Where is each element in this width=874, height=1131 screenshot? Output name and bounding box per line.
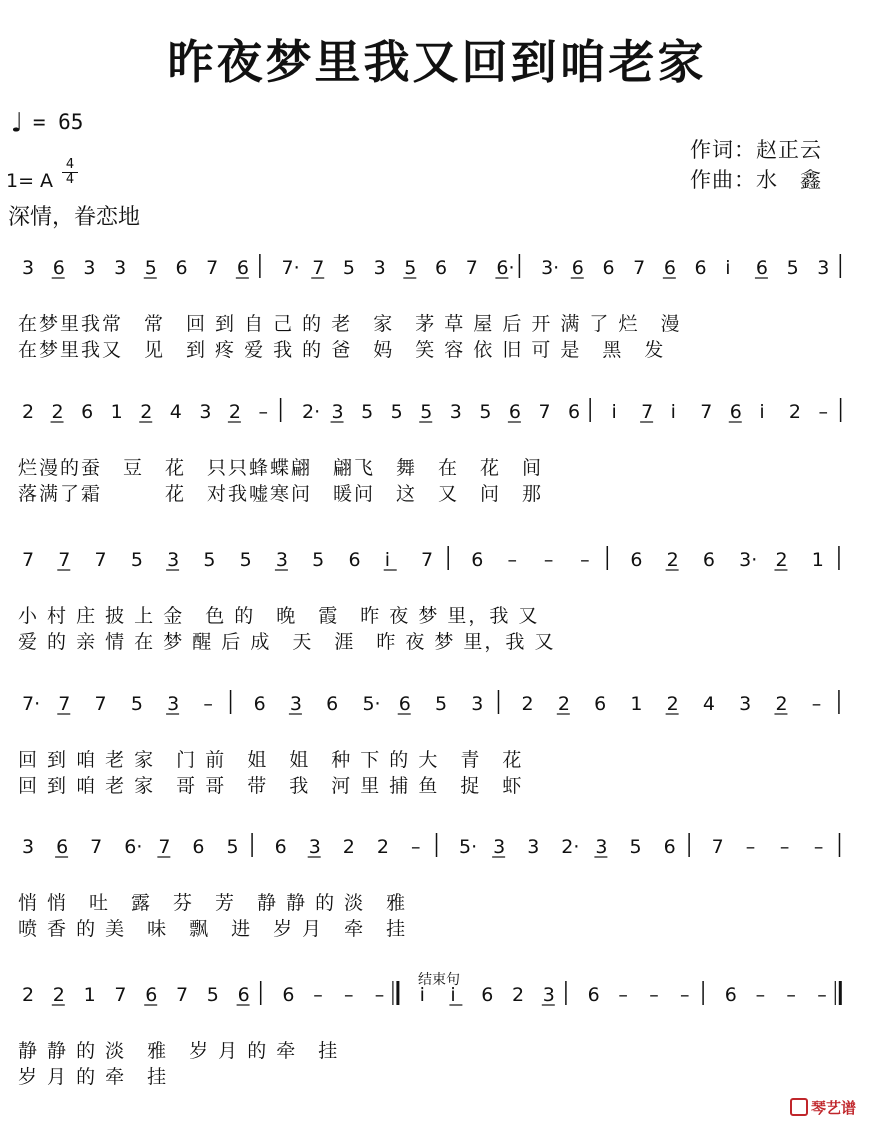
score-note: 3 xyxy=(289,693,303,715)
score-note: 6 xyxy=(724,984,737,1006)
score-note: 5· xyxy=(362,693,381,715)
score-note: 1 xyxy=(811,549,824,571)
score-note: 3 xyxy=(83,257,96,279)
score-note: 6 xyxy=(755,257,769,279)
lyricist-credit: 作词：赵正云 xyxy=(690,138,822,162)
score-note: – xyxy=(811,693,822,715)
score-note: 6 xyxy=(81,401,94,423)
score-note: 4 xyxy=(702,693,716,715)
score-note: 2 xyxy=(666,693,679,715)
score-note: 7· xyxy=(281,257,300,279)
score-note: 3 xyxy=(114,257,127,279)
score-note: 7 xyxy=(94,549,107,571)
score-note: 2 xyxy=(521,693,534,715)
score-note: 2 xyxy=(228,401,241,423)
score-note: 7 xyxy=(711,836,724,858)
score-note: – xyxy=(618,984,628,1006)
score-note: 5 xyxy=(130,693,143,715)
score-note: 2 xyxy=(22,401,35,423)
score-note: – xyxy=(543,549,554,571)
score-note: – xyxy=(580,549,590,571)
score-note: 5 xyxy=(361,401,374,423)
score-note: 3· xyxy=(541,257,560,279)
score-note: – xyxy=(755,984,766,1006)
score-note: 5 xyxy=(144,257,157,279)
score-note: 5 xyxy=(226,836,239,858)
lyrics-verse-1: 在梦里我常 常 回 到 自 己 的 老 家 茅 草 屋 后 开 满 了 烂 漫 xyxy=(18,313,682,335)
score-note: 5 xyxy=(404,257,417,279)
score-note: 5 xyxy=(342,257,356,279)
score-note: 6 xyxy=(56,836,69,858)
score-note: – xyxy=(817,984,827,1006)
score-note: 3 xyxy=(308,836,321,858)
score-note: 6 xyxy=(471,549,484,571)
lyrics-verse-2: 爱 的 亲 情 在 梦 醒 后 成 天 涯 昨 夜 梦 里，我 又 xyxy=(18,631,556,653)
ending-label: 结束句 xyxy=(418,972,460,988)
score-note: 5 xyxy=(629,836,642,858)
score-note: 7 xyxy=(176,984,189,1006)
score-note: 1 xyxy=(83,984,96,1006)
score-note: 7 xyxy=(22,549,35,571)
score-note: 5 xyxy=(239,549,252,571)
score-note: 6 xyxy=(630,549,643,571)
lyrics-verse-1: 小 村 庄 披 上 金 色 的 晚 霞 昨 夜 梦 里，我 又 xyxy=(18,605,540,627)
score-note: 3 xyxy=(595,836,608,858)
score-note: 6 xyxy=(237,984,250,1006)
lyrics-verse-1: 烂漫的蚕 豆 花 只只蜂蝶翩 翩飞 舞 在 花 间 xyxy=(18,457,544,479)
lyrics-verse-1: 悄 悄 吐 露 芬 芳 静 静 的 淡 雅 xyxy=(18,892,408,914)
lyrics-verse-1: 回 到 咱 老 家 门 前 姐 姐 种 下 的 大 青 花 xyxy=(18,749,524,771)
score-note: i xyxy=(670,401,676,423)
time-signature-top: 4 xyxy=(62,158,78,173)
score-note: 2 xyxy=(512,984,525,1006)
score-note: 3 xyxy=(22,257,35,279)
score-note: 7 xyxy=(90,836,103,858)
score-note: 6 xyxy=(663,257,676,279)
score-note: 1 xyxy=(110,401,123,423)
score-note: 3 xyxy=(471,693,484,715)
score-note: 6 xyxy=(587,984,600,1006)
score-note: – xyxy=(313,984,323,1006)
lyrics-verse-2: 回 到 咱 老 家 哥 哥 带 我 河 里 捕 鱼 捉 虾 xyxy=(18,775,524,797)
score-note: – xyxy=(374,984,385,1006)
score-note: 2 xyxy=(557,693,570,715)
score-note: 2 xyxy=(376,836,389,858)
lyrics-verse-2: 落满了霜 花 对我嘘寒问 暖问 这 又 问 那 xyxy=(18,483,544,505)
score-note: i xyxy=(611,401,617,423)
expression-marking: 深情，眷恋地 xyxy=(8,205,141,230)
lyrics-verse-2: 喷 香 的 美 味 飘 进 岁 月 牵 挂 xyxy=(18,918,408,940)
score-note: 3 xyxy=(331,401,344,423)
score-note: 6 xyxy=(326,693,339,715)
score-note: 6 xyxy=(568,401,581,423)
score-note: 3 xyxy=(167,549,180,571)
score-note: 7 xyxy=(465,257,478,279)
time-signature-bottom: 4 xyxy=(65,172,75,187)
score-note: 3 xyxy=(373,257,386,279)
score-note: – xyxy=(786,984,796,1006)
score-note: 2 xyxy=(22,984,35,1006)
score-note: 5 xyxy=(786,257,799,279)
score-note: 6 xyxy=(274,836,287,858)
score-note: i xyxy=(419,984,425,1006)
score-note: 3 xyxy=(199,401,212,423)
score-note: 6 xyxy=(729,401,742,423)
score-note: 6 xyxy=(663,836,676,858)
score-note: 5 xyxy=(390,401,403,423)
score-note: 7 xyxy=(206,257,219,279)
score-note: 6 xyxy=(253,693,266,715)
score-note: i xyxy=(725,257,731,279)
composer-credit: 作曲：水 鑫 xyxy=(690,168,822,192)
score-note: 6 xyxy=(571,257,584,279)
quarter-note-icon: ♩ xyxy=(8,106,25,139)
score-note: 3 xyxy=(275,549,289,571)
score-note: 3· xyxy=(739,549,758,571)
score-note: 3 xyxy=(167,693,180,715)
score-note: 3 xyxy=(739,693,752,715)
score-note: 6· xyxy=(496,257,515,279)
score-note: – xyxy=(745,836,756,858)
lyrics-verse-2: 在梦里我又 见 到 疼 爱 我 的 爸 妈 笑 容 依 旧 可 是 黑 发 xyxy=(18,339,666,361)
score-note: – xyxy=(410,836,421,858)
score-note: 6 xyxy=(435,257,448,279)
score-note: – xyxy=(818,401,828,423)
score-note: 2 xyxy=(140,401,153,423)
score-note: 2 xyxy=(51,401,64,423)
score-note: 6 xyxy=(192,836,205,858)
score-note: 6 xyxy=(594,693,607,715)
score-note: 2 xyxy=(775,693,788,715)
score-note: 7 xyxy=(94,693,107,715)
score-note: 6 xyxy=(145,984,158,1006)
score-note: 7 xyxy=(538,401,551,423)
score-note: – xyxy=(344,984,354,1006)
score-note: 3 xyxy=(493,836,506,858)
score-note: 6 xyxy=(236,257,249,279)
lyrics-verse-1: 静 静 的 淡 雅 岁 月 的 牵 挂 xyxy=(18,1040,340,1062)
score-note: 6 xyxy=(282,984,295,1006)
score-note: 1 xyxy=(630,693,643,715)
score-note: 2· xyxy=(561,836,580,858)
score-note: 6 xyxy=(508,401,521,423)
score-note: 2 xyxy=(775,549,788,571)
score-note: 6 xyxy=(52,257,65,279)
score-note: 7· xyxy=(22,693,41,715)
score-note: 2· xyxy=(302,401,321,423)
score-note: 7 xyxy=(114,984,127,1006)
score-note: 6· xyxy=(124,836,143,858)
watermark-logo xyxy=(790,1097,856,1118)
logo-icon xyxy=(790,1098,808,1116)
score-note: 6 xyxy=(602,257,615,279)
score-note: – xyxy=(813,836,824,858)
score-note: 6 xyxy=(348,549,361,571)
lyrics-verse-2: 岁 月 的 牵 挂 xyxy=(18,1066,169,1088)
score-note: 7 xyxy=(158,836,171,858)
score-note: 3 xyxy=(817,257,830,279)
score-note: 5 xyxy=(203,549,216,571)
score-note: 5 xyxy=(130,549,143,571)
score-note: 3 xyxy=(22,836,35,858)
score-note: 7 xyxy=(641,401,654,423)
score-note: i xyxy=(450,984,456,1006)
score-note: 5 xyxy=(435,693,448,715)
score-note: 6 xyxy=(481,984,494,1006)
score-note: 5 xyxy=(420,401,433,423)
score-note: 7 xyxy=(312,257,325,279)
score-note: 2 xyxy=(788,401,801,423)
score-note: 3 xyxy=(527,836,540,858)
score-note: i xyxy=(384,549,391,571)
score-note: 4 xyxy=(169,401,182,423)
score-note: – xyxy=(507,549,518,571)
score-note: 6 xyxy=(398,693,411,715)
song-title: 昨夜梦里我又回到咱老家 xyxy=(167,35,707,89)
score-note: 5 xyxy=(312,549,325,571)
score-note: 7 xyxy=(633,257,646,279)
score-note: 7 xyxy=(58,693,71,715)
score-note: – xyxy=(680,984,690,1006)
watermark-text: 琴艺谱 xyxy=(811,1099,857,1117)
score-note: 5 xyxy=(479,401,492,423)
score-note: 6 xyxy=(694,257,707,279)
score-note: – xyxy=(779,836,790,858)
score-note: 2 xyxy=(52,984,65,1006)
score-note: i xyxy=(759,401,765,423)
tempo-value: = 65 xyxy=(32,110,84,134)
score-note: 5 xyxy=(206,984,219,1006)
score-note: 5· xyxy=(459,836,478,858)
score-note: – xyxy=(258,401,268,423)
score-note: – xyxy=(649,984,659,1006)
key-signature: 1= A xyxy=(6,170,54,192)
score-note: 7 xyxy=(700,401,713,423)
score-note: 7 xyxy=(421,549,434,571)
score-note: 6 xyxy=(175,257,188,279)
score-note: – xyxy=(203,693,213,715)
score-note: 6 xyxy=(702,549,716,571)
score-note: 2 xyxy=(666,549,679,571)
score-note: 2 xyxy=(342,836,355,858)
score-note: 3 xyxy=(542,984,555,1006)
score-note: 3 xyxy=(449,401,462,423)
score-note: 7 xyxy=(58,549,71,571)
